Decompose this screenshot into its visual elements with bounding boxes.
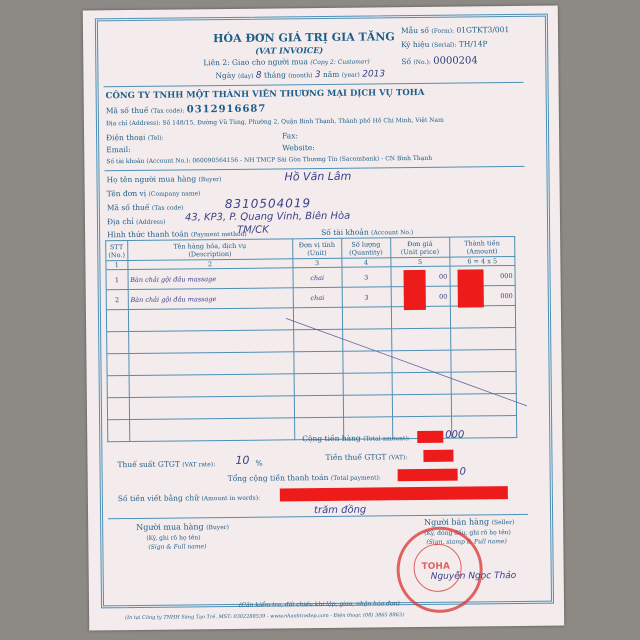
redaction-block [423, 450, 453, 462]
invoice-title: HÓA ĐƠN GIÁ TRỊ GIA TĂNG [213, 30, 395, 46]
index-cell: 1 [106, 261, 128, 270]
row-amount: 000 [450, 285, 516, 306]
date-month: 3 [314, 70, 321, 81]
buyer-address: 43, KP3, P. Quang Vinh, Biên Hòa [184, 210, 351, 224]
buyer-address-label: Địa chỉ (Address) [106, 216, 166, 227]
printer-note: (In tại Công ty TNHH Sáng Tạo Trẻ. MST: 0302288539 - www.nhanhtredep.com - Điện thoại: (08) 3865 8863) [125, 612, 404, 622]
seller-fax: Fax: [282, 131, 299, 141]
cancel-diagonal-line [286, 306, 527, 419]
seller-phone: Điện thoại (Tel): [106, 132, 164, 143]
total-label: Tổng cộng tiền thanh toán (Total payment): [227, 472, 381, 484]
invoice-paper [83, 6, 564, 631]
date-day: 8 [255, 70, 262, 81]
copy-label: Liên 2: Giao cho người mua (Copy 2: Customer) [203, 57, 370, 68]
total-value: 0 [459, 466, 467, 478]
buyer-name-label: Họ tên người mua hàng (Buyer) [106, 174, 222, 185]
redaction-block [458, 269, 484, 307]
seller-account: Số tài khoản (Account No.): 060090564156 - NH TMCP Sài Gòn Thương Tín (Sacombank) - CN Bình Thạnh [106, 154, 433, 166]
serial-number: Ký hiệu (Serial): TH/14P [401, 39, 488, 50]
row-description: Bàn chải gội đầu massage [128, 288, 293, 310]
form-number: Mẫu số (Form): 01GTKT3/001 [400, 25, 510, 36]
vat-label: Tiền thuế GTGT (VAT): [325, 452, 408, 462]
header-unit-price: Đơn giá (Unit price) [390, 237, 449, 258]
buyer-tax-label: Mã số thuế (Tax code) [106, 202, 184, 213]
row-description: Bàn chải gội đầu massage [128, 268, 293, 290]
index-cell: 5 [390, 257, 449, 267]
row-no: 2 [106, 290, 128, 310]
seller-tax: Mã số thuế (Tax code): 0312916687 [105, 103, 267, 116]
buyer-sign-note: (Ký, ghi rõ họ tên) [146, 534, 201, 542]
row-unit-price: 00 [391, 266, 450, 287]
header-unit: Đơn vị tính (Unit) [292, 238, 341, 259]
seller-website: Website: [282, 143, 315, 153]
row-quantity: 3 [342, 287, 391, 308]
seller-name: Nguyễn Ngọc Thảo [430, 570, 517, 582]
buyer-sign-label: Người mua hàng (Buyer) [136, 522, 229, 532]
payment-method-label: Hình thức thanh toán (Payment method) [107, 229, 247, 240]
row-unit-price: 00 [391, 286, 450, 307]
buyer-tax-code: 8310504019 [224, 196, 312, 212]
seller-sign-note: (Ký, đóng dấu, ghi rõ họ tên) [424, 529, 511, 537]
buyer-account-label: Số tài khoản (Account No.) [321, 227, 414, 238]
invoice-number: Số (No.): 0000204 [401, 55, 478, 67]
index-cell: 3 [293, 258, 342, 268]
amount-words-label: Số tiền viết bằng chữ (Amount in words): [117, 493, 261, 504]
redaction-block [280, 486, 508, 501]
index-cell: 6 = 4 x 5 [449, 256, 514, 266]
index-cell: 4 [342, 258, 391, 268]
amount-words: trăm đồng [313, 504, 367, 517]
row-unit: chai [293, 267, 342, 288]
vat-rate-label: Thuế suất GTGT (VAT rate): [117, 459, 216, 470]
redaction-block [398, 469, 458, 482]
subtotal-value: 000 [445, 429, 465, 441]
vat-rate-unit: % [255, 458, 263, 468]
buyer-sign-note-en: (Sign & Full name) [148, 543, 207, 551]
vat-rate-value: 10 [235, 453, 250, 467]
check-note: (Cần kiểm tra, đối chiếu khi lập, giao, nhận hóa đơn) [238, 600, 400, 609]
seller-company: CÔNG TY TNHH MỘT THÀNH VIÊN THƯƠNG MẠI DỊCH VỤ TOHA [105, 87, 425, 102]
header-amount: Thành tiền (Amount) [449, 236, 515, 257]
row-quantity: 3 [342, 267, 391, 288]
company-stamp [396, 526, 483, 613]
invoice-subtitle: (VAT INVOICE) [255, 44, 324, 56]
header-quantity: Số lượng (Quantity) [341, 238, 390, 259]
date-year: 2013 [362, 69, 386, 80]
redaction-block [404, 270, 426, 310]
buyer-name: Hồ Văn Lâm [284, 169, 352, 184]
header-no: STT (No.) [106, 241, 128, 261]
seller-sign-note-en: (Sign, stamp & Full name) [426, 538, 507, 546]
buyer-company-label: Tên đơn vị (Company name) [106, 188, 201, 199]
seller-email: Email: [106, 145, 131, 155]
index-cell: 2 [128, 259, 293, 270]
header-description: Tên hàng hóa, dịch vụ (Description) [127, 239, 292, 261]
payment-method: TM/CK [237, 224, 269, 236]
seller-address: Địa chỉ (Address): Số 148/15, Đường Vũ Tùng, Phường 2, Quận Bình Thạnh, Thành phố Hồ Chí Minh, Việt Nam [105, 116, 444, 128]
stamp-text: TOHA [421, 561, 450, 572]
subtotal-label: Cộng tiền hàng (Total amount): [302, 433, 410, 444]
invoice-date: Ngày (day) 8 tháng (month) 3 năm (year) 2013 [215, 69, 386, 81]
row-unit: chai [293, 287, 342, 308]
row-amount: 000 [450, 265, 516, 286]
row-no: 1 [106, 270, 128, 290]
seller-sign-label: Người bán hàng (Seller) [424, 517, 515, 527]
redaction-block [417, 431, 443, 443]
